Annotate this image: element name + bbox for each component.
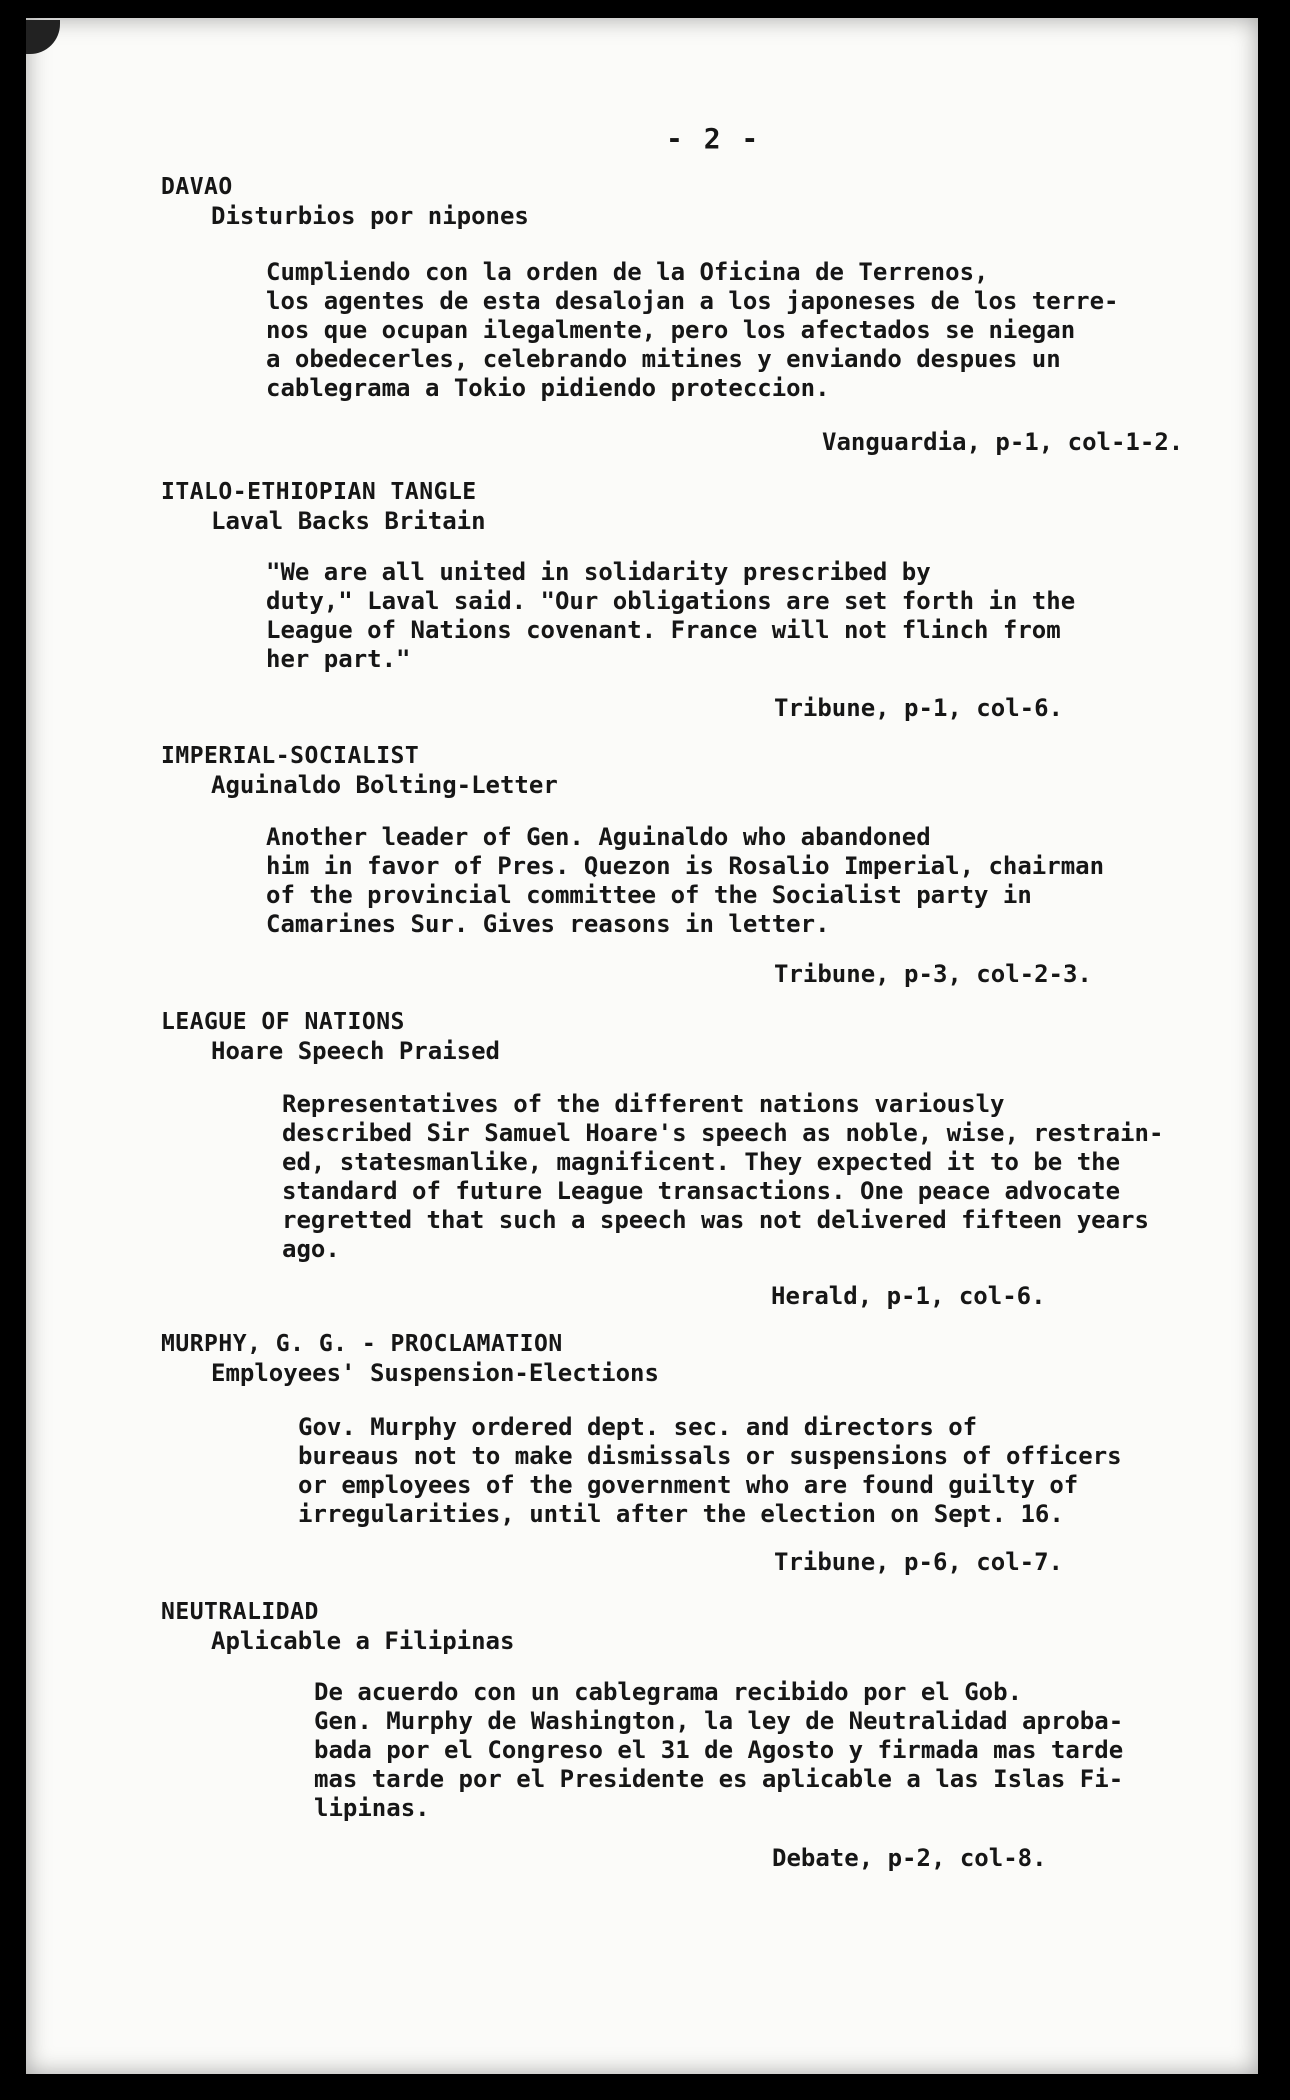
section-source: Tribune, p-3, col-2-3. (774, 960, 1092, 988)
section-title: ITALO-ETHIOPIAN TANGLE (161, 479, 477, 505)
page-number: - 2 - (666, 122, 761, 155)
news-section-neutralidad (161, 1598, 1241, 1656)
section-body: Another leader of Gen. Aguinaldo who abandoned him in favor of Pres. Quezon is Rosalio Imperial, chairman of the provincial committee of the Socialist party in Camarines Sur. Gives reasons in letter. (266, 823, 1105, 938)
section-subtitle: Employees' Suspension-Elections (211, 1359, 659, 1387)
section-title: MURPHY, G. G. - PROCLAMATION (161, 1331, 563, 1357)
section-body: Representatives of the different nations variously described Sir Samuel Hoare's speech as noble, wise, restrain- ed, statesmanlike, magnificent. They expected it to be the standard of future League transactions. One peace advocate regretted that such a speech was not delivered fifteen years ago. (282, 1090, 1164, 1263)
document-page (26, 18, 1258, 2074)
section-title: NEUTRALIDAD (161, 1599, 319, 1625)
section-body: De acuerdo con un cablegrama recibido por el Gob. Gen. Murphy de Washington, la ley de Neutralidad aproba- bada por el Congreso el 31 de Agosto y firmada mas tarde mas tarde por el Presidente es aplicable a las Islas Fi- lipinas. (314, 1678, 1124, 1822)
section-subtitle: Disturbios por nipones (211, 202, 529, 230)
section-subtitle: Aplicable a Filipinas (211, 1627, 515, 1655)
section-title: IMPERIAL-SOCIALIST (161, 743, 420, 769)
news-section-imperial-socialist (161, 742, 1241, 800)
news-section-davao (161, 173, 1241, 231)
section-source: Tribune, p-1, col-6. (774, 694, 1063, 722)
section-source: Herald, p-1, col-6. (771, 1282, 1046, 1310)
typewritten-content (26, 18, 1258, 2074)
section-source: Tribune, p-6, col-7. (774, 1548, 1063, 1576)
section-title: DAVAO (161, 174, 233, 200)
section-subtitle: Hoare Speech Praised (211, 1037, 500, 1065)
section-subtitle: Laval Backs Britain (211, 507, 486, 535)
news-section-murphy-proclamation (161, 1330, 1241, 1388)
section-body: Cumpliendo con la orden de la Oficina de Terrenos, los agentes de esta desalojan a los japoneses de los terre- nos que ocupan ilegalmente, pero los afectados se niegan a obedecerles, celebrando mitines y enviando despues un cablegrama a Tokio pidiendo proteccion. (266, 258, 1119, 402)
section-subtitle: Aguinaldo Bolting-Letter (211, 771, 558, 799)
section-source: Debate, p-2, col-8. (772, 1844, 1047, 1872)
section-title: LEAGUE OF NATIONS (161, 1009, 405, 1035)
section-body: "We are all united in solidarity prescribed by duty," Laval said. "Our obligations are set forth in the League of Nations covenant. France will not flinch from her part." (266, 558, 1076, 673)
news-section-league-of-nations (161, 1008, 1241, 1066)
section-body: Gov. Murphy ordered dept. sec. and directors of bureaus not to make dismissals or suspensions of officers or employees of the government who are found guilty of irregularities, until after the election on Sept. 16. (298, 1413, 1122, 1528)
news-section-italo-ethiopian (161, 478, 1241, 536)
section-source: Vanguardia, p-1, col-1-2. (822, 428, 1184, 456)
